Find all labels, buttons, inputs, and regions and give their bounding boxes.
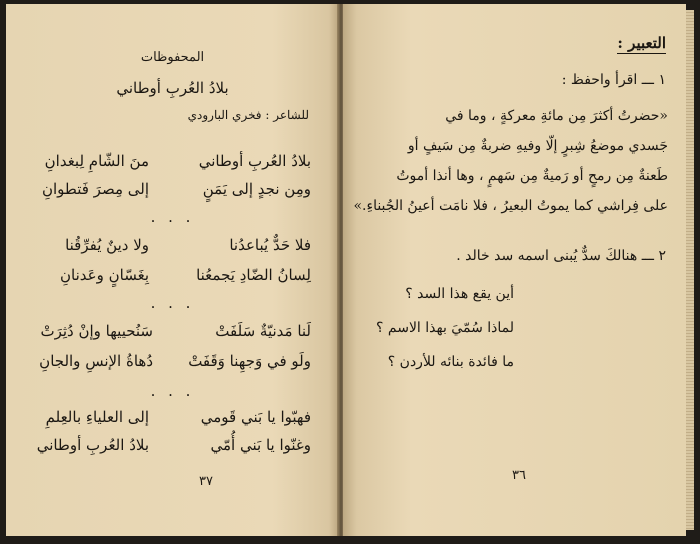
page-number-left: ٣٧ bbox=[199, 474, 213, 489]
verse-2-right: ومِن نجدٍ إلى يَمَنٍ bbox=[202, 180, 311, 198]
verse-1-right: بلادُ العُربِ أوطاني bbox=[198, 152, 311, 170]
quote-line-3: طَعنةٌ مِن رمحٍ أو رَميةٌ مِن سَهمٍ ، وها أنذا أموتُ bbox=[396, 168, 668, 184]
exercise-2-label: ٢ ـــ هنالكَ سدٌّ يُبنى اسمه سد خالد . bbox=[456, 248, 666, 264]
verse-4-left: بِغَسّانٍ وعَدنانِ bbox=[60, 266, 149, 284]
quote-line-1: «حضرتُ أكثرَ مِن مائةِ معركةٍ ، وما في bbox=[445, 108, 668, 124]
verse-6-left: دُهاةُ الإنسِ والجانِ bbox=[39, 352, 153, 370]
verse-8-left: بلادُ العُربِ أوطاني bbox=[36, 436, 149, 454]
verse-5-left: سَنُحييها وإنْ دُثِرَتْ bbox=[40, 322, 153, 340]
page-number-right: ٣٦ bbox=[512, 468, 526, 483]
verse-7-left: إلى العلياءِ بالعِلمِ bbox=[45, 408, 149, 426]
question-2: لماذا سُمّيَ بهذا الاسم ؟ bbox=[376, 320, 514, 336]
poem-title: بلادُ العُربِ أوطاني bbox=[116, 79, 229, 97]
verse-7-right: فهبّوا يا بَني قَومي bbox=[200, 408, 311, 426]
verse-4-right: لِسانُ الضّادِ يَجمعُنا bbox=[196, 266, 311, 284]
stanza-separator: . . . bbox=[150, 382, 195, 400]
page-header-mahfuzat: المحفوظات bbox=[140, 50, 205, 65]
left-page bbox=[6, 4, 339, 536]
question-3: ما فائدة بنائه للأردن ؟ bbox=[387, 354, 514, 370]
poet-name: للشاعر : فخري البارودي bbox=[187, 108, 309, 122]
right-page bbox=[343, 4, 686, 536]
exercise-1-label: ١ ـــ اقرأ واحفظ : bbox=[561, 72, 666, 88]
verse-1-left: منَ الشّامِ لِبغدانِ bbox=[44, 152, 149, 170]
page-edges bbox=[686, 10, 694, 530]
stanza-separator: . . . bbox=[150, 208, 195, 226]
verse-8-right: وغنّوا يا بَني أُمّي bbox=[210, 436, 311, 454]
verse-3-right: فلا حَدٌّ يُباعدُنا bbox=[229, 236, 311, 254]
page-header-tabeer: التعبير : bbox=[617, 34, 666, 52]
verse-5-right: لَنا مَدنيّةٌ سَلَفَتْ bbox=[215, 322, 311, 340]
verse-6-right: ولَو في وَجهِنا وَقَفَتْ bbox=[188, 352, 311, 370]
stanza-separator: . . . bbox=[150, 294, 195, 312]
verse-2-left: إلى مِصرَ فَتطوانِ bbox=[41, 180, 149, 198]
verse-3-left: ولا دينٌ يُفرِّقُنا bbox=[65, 236, 149, 254]
quote-line-2: جَسدي موضعُ شِبرٍ إلّا وفيهِ ضربةٌ مِن سَيفٍ أو bbox=[407, 138, 668, 154]
quote-line-4: على فِراشي كما يموتُ البعيرُ ، فلا نامَت أعينُ الجُبناءِ.» bbox=[353, 198, 668, 214]
question-1: أين يقع هذا السد ؟ bbox=[405, 286, 514, 302]
